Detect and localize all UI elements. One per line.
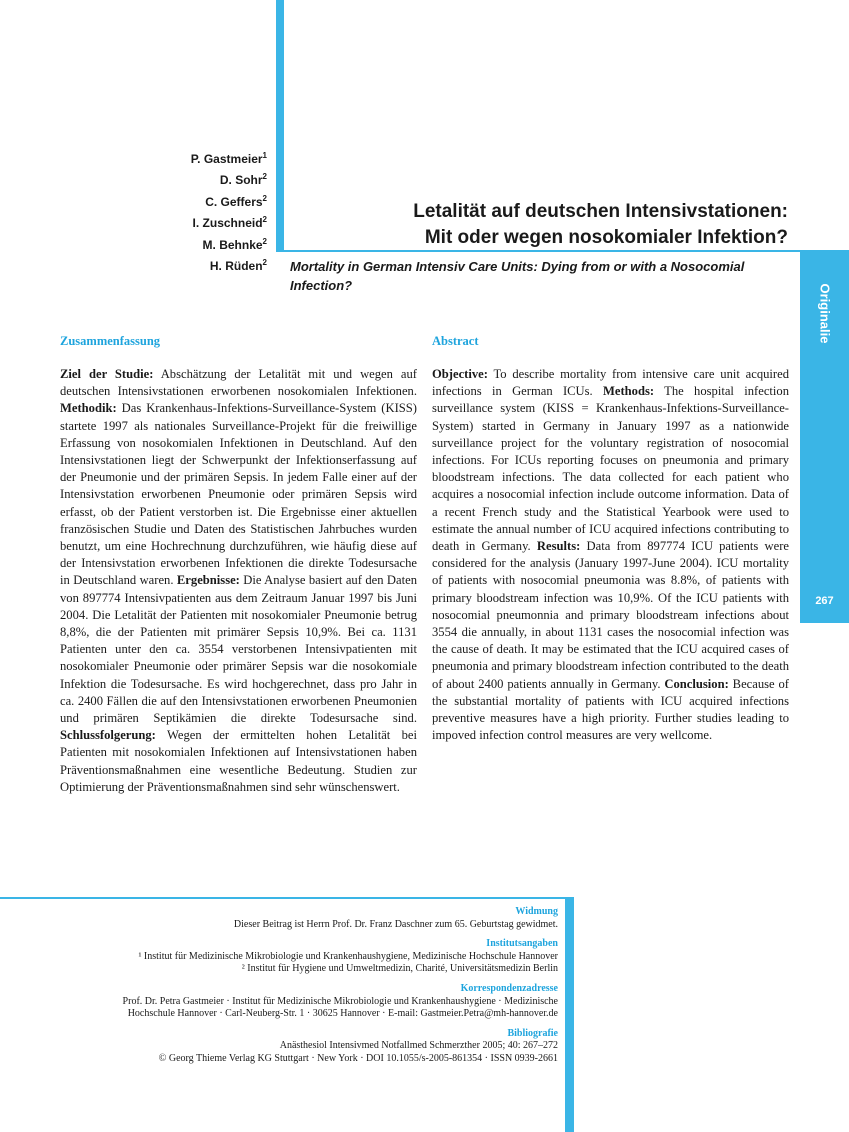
korrespondenz-line: Prof. Dr. Petra Gastmeier · Institut für Medizinische Mikrobiologie und Krankenhaushygiene · Medizinische [122, 995, 558, 1007]
section-side-tab [800, 252, 849, 623]
section-label: Originalie [817, 283, 832, 344]
korrespondenz-heading: Korrespondenzadresse [460, 982, 558, 994]
page-number: 267 [815, 595, 834, 607]
korrespondenz-line: Hochschule Hannover · Carl-Neuberg-Str. 1 · 30625 Hannover · E-mail: Gastmeier.Petra@mh-hannover.de [127, 1008, 558, 1020]
top-accent-bar [276, 0, 284, 252]
zusammenfassung-heading: Zusammenfassung [60, 334, 161, 348]
widmung-text: Dieser Beitrag ist Herrn Prof. Dr. Franz Daschner zum 65. Geburtstag gewidmet. [233, 918, 558, 930]
author: M. Behnke$^2$ [202, 236, 267, 252]
zusammenfassung-body: Ziel der Studie: Abschätzung der Letalität mit und wegen auf deutschen Intensivstationen erworbenen nosokomialen Infektionen. Methodik: Das Krankenhaus-Infektions-Surveillance-System (KISS) startete 1997 als nationales Surveillance-Projekt für die freiwillige Erfassung von nosokomialen Infektionen in Deutschland. Auf den Intensivstationen liegt der Schwerpunkt der Infektionserfassung auf der Pneumonie und der primären Sepsis. In jedem Falle einer auf der Intensivstation erworbenen Pneumonie oder primären Sepsis wird erfasst, ob der Patient verstorben ist. Die Ergebnisse einer aktuellen französischen Studie und Daten des Statistischen Jahrbuches wurden benutzt, um eine Hochrechnung durchzuführen, wie häufig diese auf der Intensivstation erworbenen Infektionen die direkte Todesursache in Deutschland waren. Ergebnisse: Die Analyse basiert auf den Daten von 897774 Intensivpatienten aus dem Zeitraum Januar 1997 bis Juni 2004. Die Letalität der Patienten mit nosokomialer Pneumonie betrug 8,8%, die der Patienten mit primärer Sepsis 10,9%. Bei ca. 1131 Patienten unter den ca. 3554 verstorbenen Intensivpatienten mit nosokomialer Pneumonie oder primärer Sepsis war die nosokomiale Infektion die Todesursache. Es wird hochgerechnet, dass pro Jahr in ca. 2400 Fällen die auf den Intensivstationen erworbenen Pneumonien und primären Septikämien die direkte Todesursache sind. Schlussfolgerung: Wegen der ermittelten hohen Letalität bei Patienten mit nosokomialen Infektionen auf Intensivstationen haben Präventionsmaßnahmen eine wesentliche Bedeutung. Studien zur Optimierung der Präventionsmaßnahmen sind sehr wünschenswert. [60, 367, 418, 794]
author: C. Geffers$^2$ [205, 193, 267, 209]
abstract-heading: Abstract [432, 334, 479, 348]
bibliografie-line: © Georg Thieme Verlag KG Stuttgart · New York · DOI 10.1055/s-2005-861354 · ISSN 0939-2661 [158, 1052, 558, 1064]
author: P. Gastmeier$^1$ [190, 151, 267, 166]
author-list [191, 147, 267, 275]
footer-accent-bar [565, 897, 574, 1132]
bibliografie-line: Anästhesiol Intensivmed Notfallmed Schmerzther 2005; 40: 267–272 [279, 1040, 558, 1052]
bibliografie-heading: Bibliografie [507, 1027, 558, 1039]
institut-line: ¹ Institut für Medizinische Mikrobiologie und Krankenhaushygiene, Medizinische Hochschule Hannover [138, 950, 558, 962]
article-title: Letalität auf deutschen Intensivstationen: Mit oder wegen nosokomialer Infektion? [413, 201, 788, 248]
article-subtitle: Mortality in German Intensiv Care Units: Dying from or with a Nosocomial Infection? [290, 259, 745, 293]
footer-rule [0, 897, 574, 899]
author: H. Rüden$^2$ [209, 258, 267, 274]
author: I. Zuschneid$^2$ [192, 215, 267, 231]
institut-line: ² Institut für Hygiene und Umweltmedizin, Charité, Universitätsmedizin Berlin [241, 963, 558, 975]
institut-heading: Institutsangaben [486, 938, 558, 950]
article-metadata [38, 906, 558, 1066]
author: D. Sohr$^2$ [219, 172, 267, 188]
widmung-heading: Widmung [515, 906, 558, 917]
abstract-body: Objective: To describe mortality from intensive care unit acquired infections in German ICUs. Methods: The hospital infection surveillance system (KISS = Krankenhaus-Infektions-Surveillance-System) started in Germany in January 1997 as a nationwide surveillance project for the voluntary registration of nosocomial infections. For ICUs reporting focuses on pneumonia and primary bloodstream infections. The data collected for each patient who acquires a nosocomial infection include outcome information. Data of a recent French study and the Statistical Yearbook were used to estimate the annual number of ICU acquired infections contributing to death in Germany. Results: Data from 897774 ICU patients were considered for the analysis (January 1997-June 2004). ICU mortality of patients with nosocomial pneumonia was 8.8%, of patients with primary bloodstream infection was 10,9%. Of the ICU patients with nosocomial pneumonnia and primary bloodstream infections about 3554 die annually, in about 1131 cases the nosocomial infection was the cause of death. It may be estimated that the ICU acquired cases of pneumonia and primary bloodstream infection contributed to the death of about 2400 patients annually in Germany. Conclusion: Because of the substantial mortality of patients with ICU acquired infections preventive measures have a high priority. Further studies leading to impoved infection control measures are very wellcome. [432, 367, 790, 743]
